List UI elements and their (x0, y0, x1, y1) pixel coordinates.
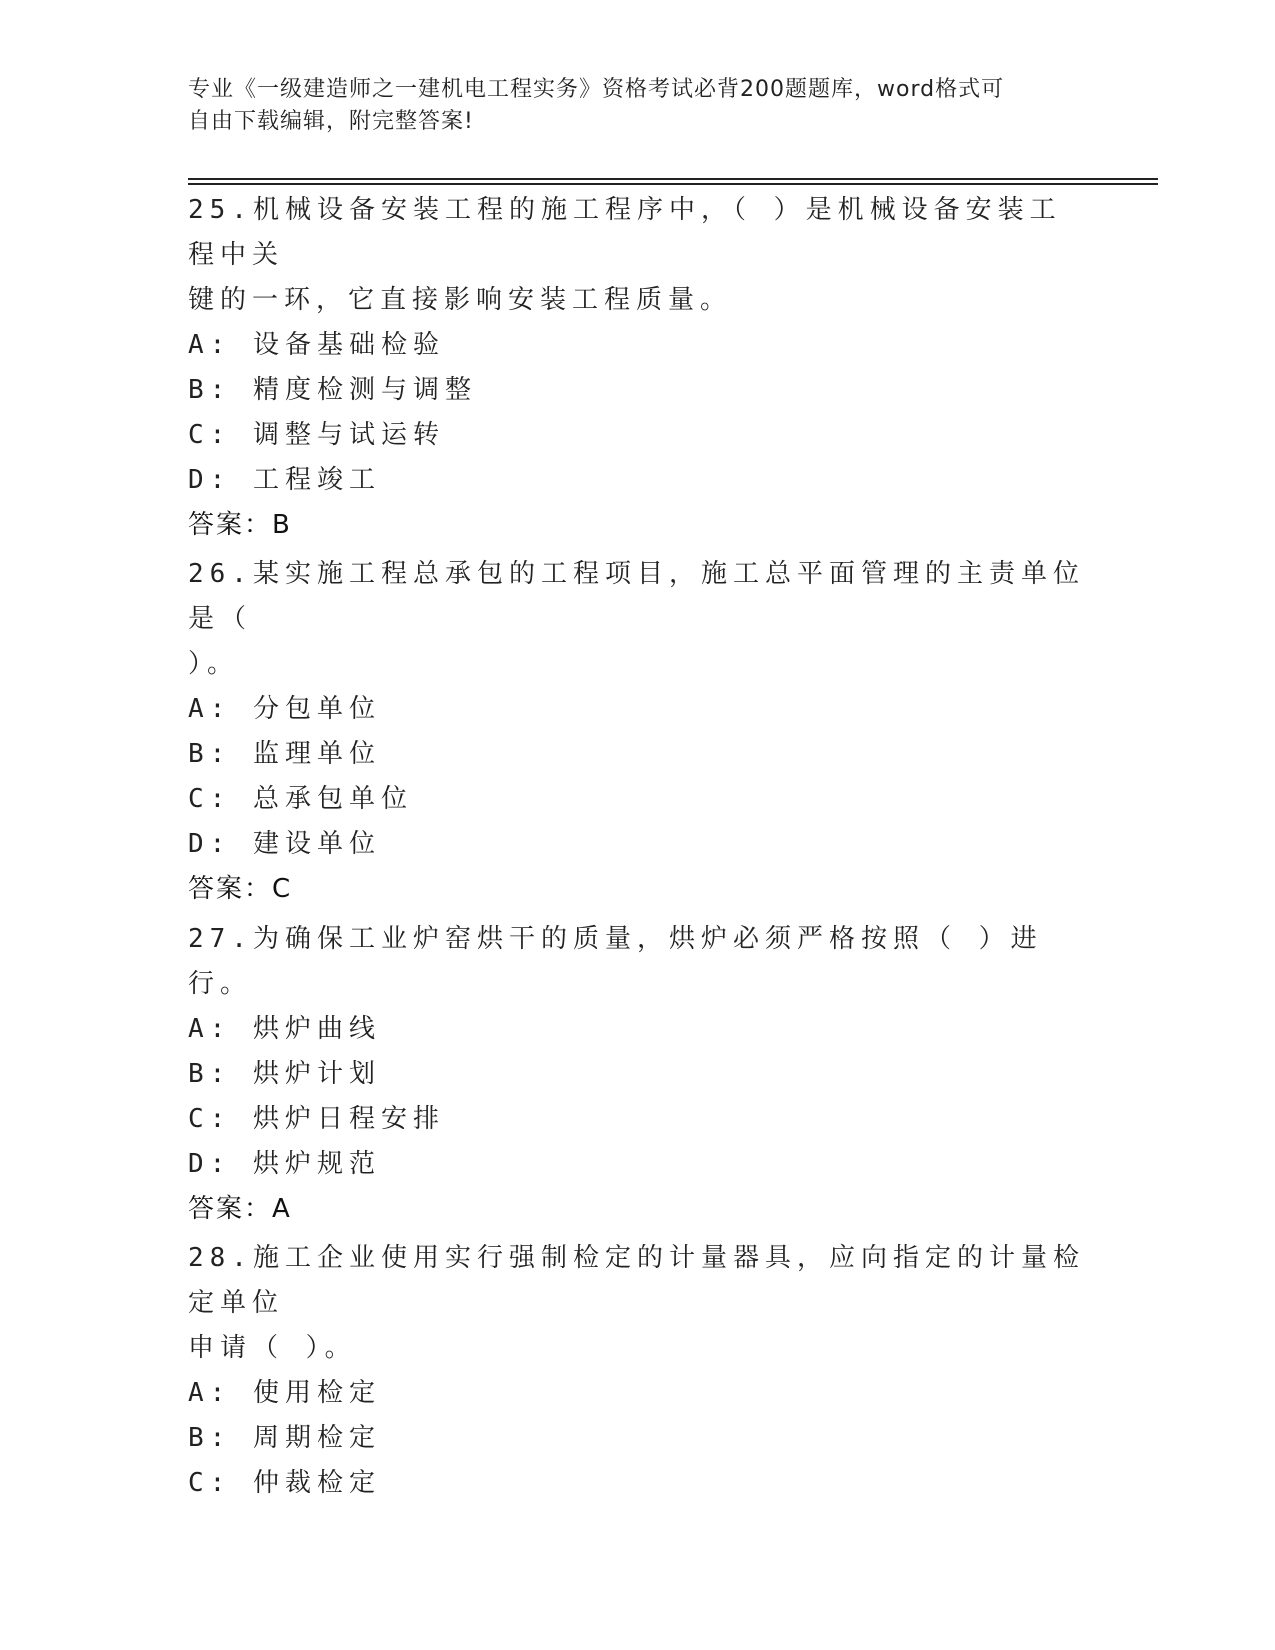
header-divider-bottom (188, 183, 1158, 185)
option-d: D: 建设单位 (188, 829, 381, 859)
question-stem (188, 188, 1088, 323)
option-c: C: 总承包单位 (188, 784, 413, 814)
header-line-1: 专业《一级建造师之一建机电工程实务》资格考试必背200题题库，word格式可 (188, 77, 1005, 102)
question-stem-line: 25.机械设备安装工程的施工程序中，（ ）是机械设备安装工程中关 (188, 195, 1062, 270)
option-d: D: 工程竣工 (188, 465, 381, 495)
question-stem-line: 27.为确保工业炉窑烘干的质量，烘炉必须严格按照（ ）进行。 (188, 924, 1043, 999)
question-28 (188, 1236, 1088, 1506)
answer: 答案：A (188, 1194, 292, 1224)
question-stem-line: 键的一环，它直接影响安装工程质量。 (188, 285, 733, 315)
question-25 (188, 188, 1088, 548)
question-stem (188, 552, 1088, 687)
question-stem-line: 26.某实施工程总承包的工程项目，施工总平面管理的主责单位是（ (188, 559, 1085, 634)
question-stem (188, 1236, 1088, 1371)
option-d: D: 烘炉规范 (188, 1149, 381, 1179)
question-26 (188, 552, 1088, 912)
option-b: B: 监理单位 (188, 739, 381, 769)
question-stem (188, 917, 1088, 1007)
option-c: C: 烘炉日程安排 (188, 1104, 445, 1134)
option-a: A: 烘炉曲线 (188, 1014, 381, 1044)
option-a: A: 设备基础检验 (188, 330, 445, 360)
question-stem-line: 28.施工企业使用实行强制检定的计量器具，应向指定的计量检定单位 (188, 1243, 1085, 1318)
option-a: A: 使用检定 (188, 1378, 381, 1408)
question-27 (188, 917, 1088, 1232)
header-line-2: 自由下载编辑，附完整答案! (188, 109, 474, 134)
header-divider-top (188, 178, 1158, 180)
option-b: B: 精度检测与调整 (188, 375, 477, 405)
option-b: B: 周期检定 (188, 1423, 381, 1453)
option-b: B: 烘炉计划 (188, 1059, 381, 1089)
option-c: C: 仲裁检定 (188, 1468, 381, 1498)
answer: 答案：B (188, 510, 292, 540)
option-c: C: 调整与试运转 (188, 420, 445, 450)
answer: 答案：C (188, 874, 293, 904)
document-header (188, 74, 1068, 138)
option-a: A: 分包单位 (188, 694, 381, 724)
question-stem-line: 申请（ ）。 (188, 1333, 357, 1363)
question-stem-line: ）。 (188, 649, 240, 679)
